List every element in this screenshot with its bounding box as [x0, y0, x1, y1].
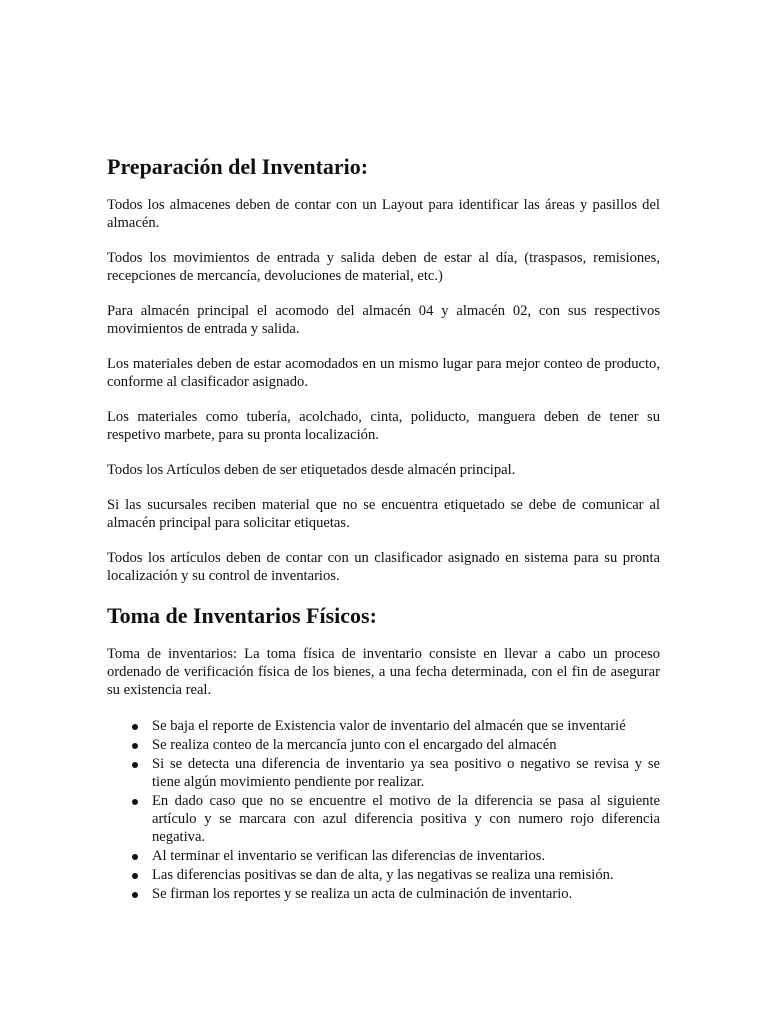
section-title-toma: Toma de Inventarios Físicos: [107, 603, 377, 628]
list-item-text: Si se detecta una diferencia de inventario ya sea positivo o negativo se revisa y se tiene algún movimiento pendiente por realizar. [152, 756, 660, 790]
section-title-preparacion: Preparación del Inventario: [107, 154, 369, 179]
paragraph: Si las sucursales reciben material que no se encuentra etiquetado se debe de comunicar al almacén principal para solicitar etiquetas. [107, 497, 660, 531]
list-item [107, 847, 660, 865]
paragraph: Los materiales deben de estar acomodados en un mismo lugar para mejor conteo de producto, conforme al clasificador asignado. [107, 356, 660, 390]
paragraph: Todos los almacenes deben de contar con un Layout para identificar las áreas y pasillos del almacén. [107, 197, 660, 231]
list-item-text: Al terminar el inventario se verifican las diferencias de inventarios. [152, 848, 546, 864]
list-item [107, 736, 660, 754]
bullet-list [107, 717, 660, 903]
paragraph: Todos los artículos deben de contar con un clasificador asignado en sistema para su pronta localización y su control de inventarios. [107, 550, 660, 584]
list-item-text: En dado caso que no se encuentre el motivo de la diferencia se pasa al siguiente artículo y se marcara con azul diferencia positiva y con numero rojo diferencia negativa. [152, 793, 660, 845]
list-item-text: Las diferencias positivas se dan de alta, y las negativas se realiza una remisión. [152, 867, 614, 883]
list-item-text: Se realiza conteo de la mercancía junto con el encargado del almacén [152, 737, 557, 753]
bullet-icon [132, 743, 138, 749]
list-item [107, 792, 660, 846]
document-page [107, 153, 660, 904]
list-item [107, 885, 660, 903]
list-item-text: Se firman los reportes y se realiza un acta de culminación de inventario. [152, 886, 573, 902]
list-item [107, 717, 660, 735]
list-item-text: Se baja el reporte de Existencia valor de inventario del almacén que se inventarié [152, 718, 626, 734]
paragraph-toma-intro: Toma de inventarios: La toma física de inventario consiste en llevar a cabo un proceso ordenado de verificación física de los bienes, a una fecha determinada, con el fin de asegurar su existencia real. [107, 646, 660, 698]
bullet-icon [132, 873, 138, 879]
bullet-icon [132, 799, 138, 805]
paragraph: Todos los movimientos de entrada y salida deben de estar al día, (traspasos, remisiones, recepciones de mercancía, devoluciones de material, etc.) [107, 250, 660, 284]
list-item [107, 755, 660, 791]
bullet-icon [132, 762, 138, 768]
paragraph: Todos los Artículos deben de ser etiquetados desde almacén principal. [107, 462, 516, 478]
list-item [107, 866, 660, 884]
bullet-icon [132, 892, 138, 898]
paragraph: Para almacén principal el acomodo del almacén 04 y almacén 02, con sus respectivos movimientos de entrada y salida. [107, 303, 660, 337]
bullet-icon [132, 854, 138, 860]
bullet-icon [132, 724, 138, 730]
paragraph: Los materiales como tubería, acolchado, cinta, poliducto, manguera deben de tener su respetivo marbete, para su pronta localización. [107, 409, 660, 443]
